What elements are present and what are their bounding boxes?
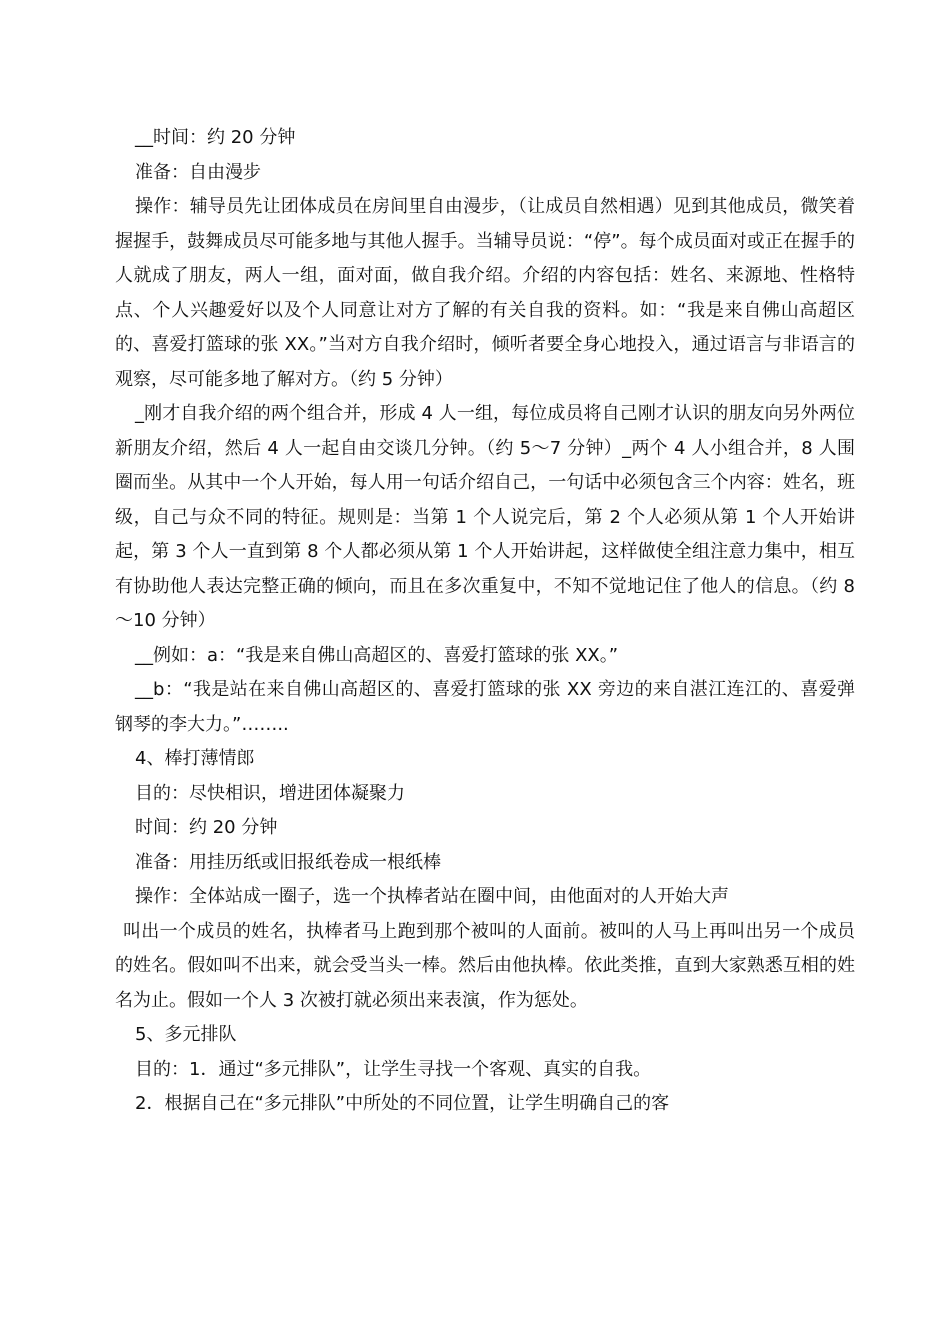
paragraph-preparation-4: 准备：用挂历纸或旧报纸卷成一根纸棒 [135,851,441,873]
paragraph-example-b: __b：“我是站在来自佛山高超区的、喜爱打篮球的张 XX 旁边的来自湛江连江的、喜爱弹钢琴的李大力。”…….. [115,679,855,735]
paragraph-time: __时间：约 20 分钟 [135,127,296,148]
paragraph-operation: 操作：辅导员先让团体成员在房间里自由漫步，（让成员自然相遇）见到其他成员，微笑着握握手，鼓舞成员尽可能多地与其他人握手。当辅导员说：“停”。每个成员面对或正在握手的人就成了朋友，两人一组，面对面，做自我介绍。介绍的内容包括：姓名、来源地、性格特点、个人兴趣爱好以及个人同意让对方了解的有关自我的资料。如：“我是来自佛山高超区的、喜爱打篮球的张 XX。”当对方自我介绍时，倾听者要全身心地投入，通过语言与非语言的观察，尽可能多地了解对方。（约 5 分钟） [115,196,855,390]
paragraph-operation-4-continued: 叫出一个成员的姓名，执棒者马上跑到那个被叫的人面前。被叫的人马上再叫出另一个成员的姓名。假如叫不出来，就会受当头一棒。然后由他执棒。依此类推，直到大家熟悉互相的姓名为止。假如一个人 3 次被打就必须出来表演，作为惩处。 [115,920,855,1011]
section-heading-5: 5、多元排队 [135,1024,237,1045]
section-heading-4: 4、棒打薄情郎 [135,748,255,769]
paragraph-preparation: 准备：自由漫步 [135,161,261,183]
paragraph-example-a: __例如：a：“我是来自佛山高超区的、喜爱打篮球的张 XX。” [135,644,619,666]
paragraph-goal-5-item-2: 2．根据自己在“多元排队”中所处的不同位置，让学生明确自己的客 [135,1093,670,1114]
paragraph-time-4: 时间：约 20 分钟 [135,817,278,838]
document-body [115,121,855,1122]
paragraph-operation-4: 操作：全体站成一圈子，选一个执棒者站在圈中间，由他面对的人开始大声 [135,886,729,907]
paragraph-group-merge: _刚才自我介绍的两个组合并，形成 4 人一组，每位成员将自己刚才认识的朋友向另外两位新朋友介绍，然后 4 人一起自由交谈几分钟。（约 5～7 分钟）_两个 4 人小组合并，8 人围圈而坐。从其中一个人开始，每人用一句话介绍自己，一句话中必须包含三个内容：姓名，班级，自己与众不同的特征。规则是：当第 1 个人说完后，第 2 个人必须从第 1 个人开始讲起，第 3 个人一直到第 8 个人都必须从第 1 个人开始讲起，这样做使全组注意力集中，相互有协助他人表达完整正确的倾向，而且在多次重复中，不知不觉地记住了他人的信息。（约 8～10 分钟） [115,403,855,631]
paragraph-goal-5-item-1: 目的：1．通过“多元排队”，让学生寻找一个客观、真实的自我。 [135,1058,652,1080]
paragraph-goal-4: 目的：尽快相识，增进团体凝聚力 [135,782,405,804]
